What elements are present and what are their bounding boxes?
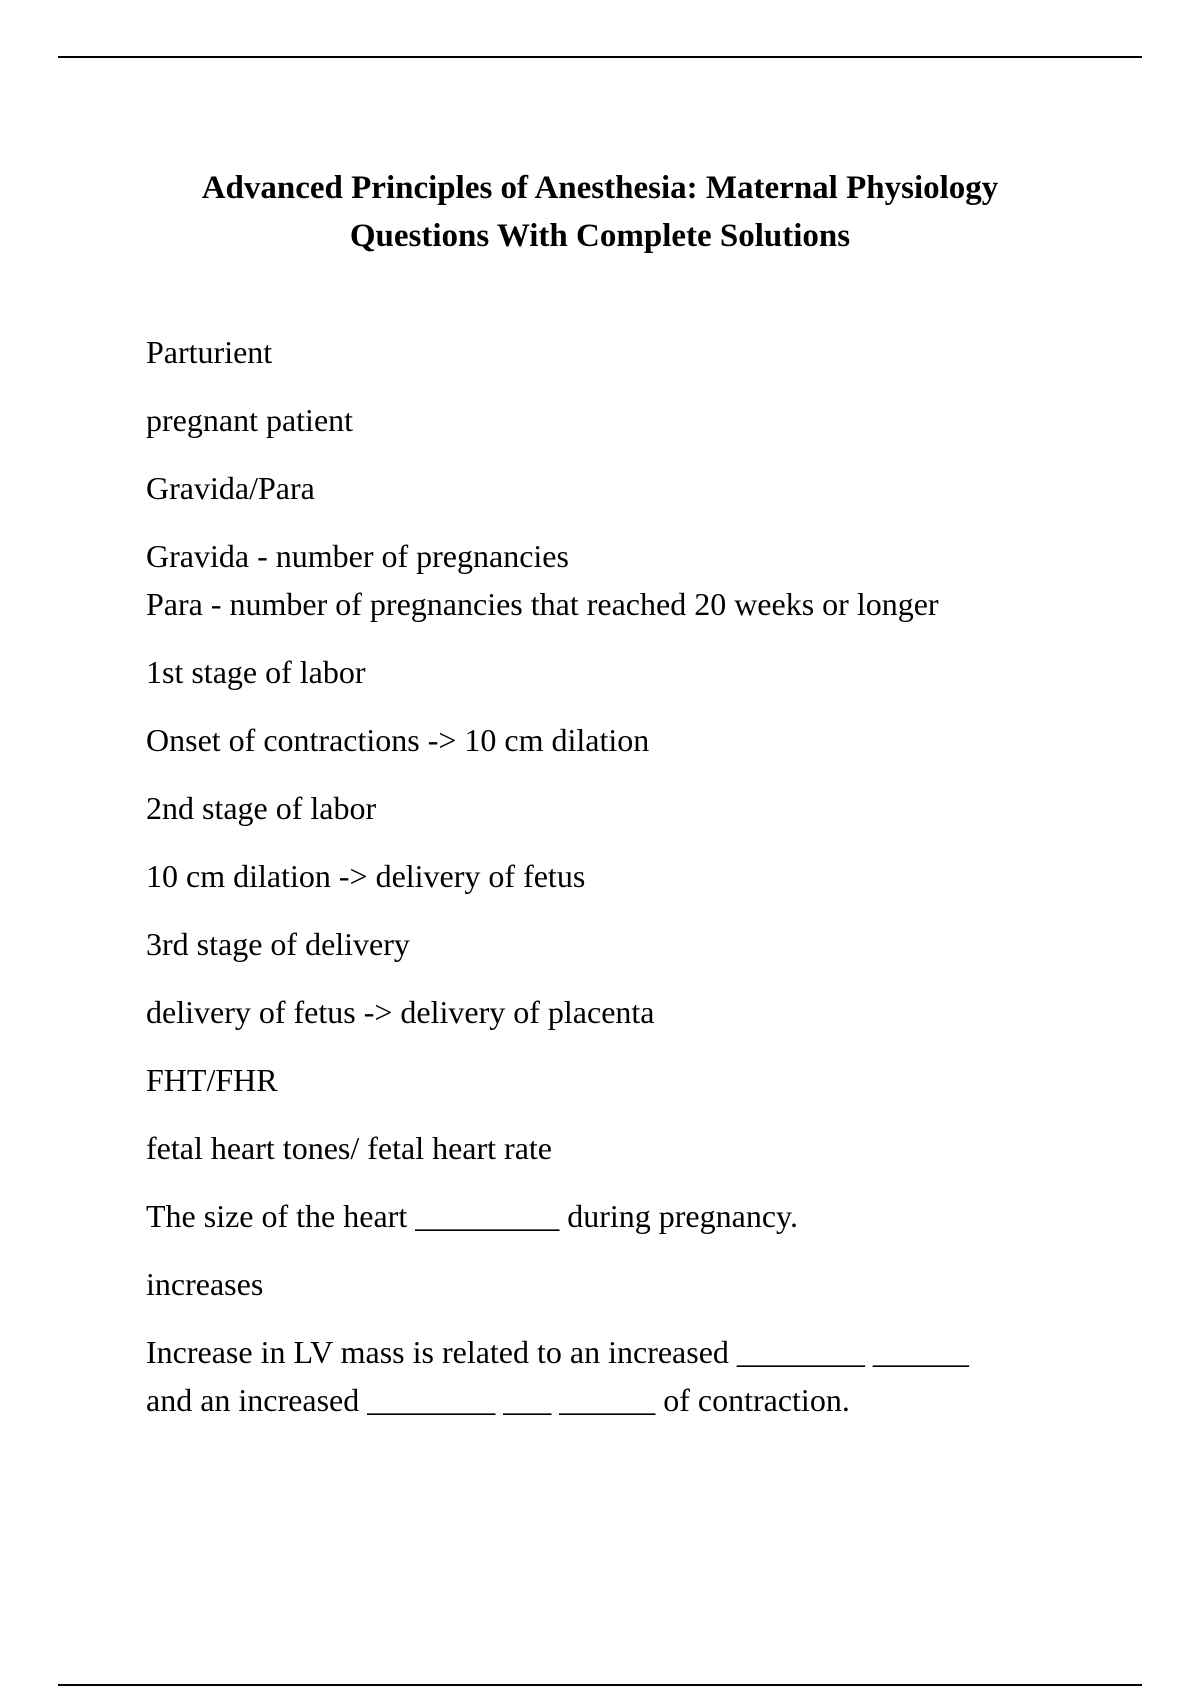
- entry-line: Gravida - number of pregnancies: [146, 538, 569, 574]
- entry-term: [146, 648, 1106, 696]
- entry-definition: [146, 1260, 1106, 1308]
- document-title: [100, 164, 1100, 260]
- entry-definition: [146, 852, 1106, 900]
- entry-line: and an increased ________ ___ ______ of contraction.: [146, 1382, 850, 1418]
- entry-line: Parturient: [146, 334, 273, 370]
- title-line-1: Advanced Principles of Anesthesia: Maternal Physiology: [201, 170, 999, 207]
- entry-line: 3rd stage of delivery: [146, 926, 410, 962]
- entry-line: pregnant patient: [146, 402, 354, 438]
- entry-line: 2nd stage of labor: [146, 790, 377, 826]
- entry-term: [146, 784, 1106, 832]
- entry-term: [146, 1056, 1106, 1104]
- entry-line: delivery of fetus -> delivery of placenta: [146, 994, 655, 1030]
- bottom-rule: [58, 1684, 1142, 1686]
- entry-definition: [146, 396, 1106, 444]
- entry-line: 10 cm dilation -> delivery of fetus: [146, 858, 586, 894]
- entry-term: [146, 1328, 1106, 1424]
- entry-line: 1st stage of labor: [146, 654, 366, 690]
- entry-line: The size of the heart _________ during pregnancy.: [146, 1198, 798, 1234]
- entry-definition: [146, 716, 1106, 764]
- entry-definition: [146, 532, 1106, 628]
- entry-term: [146, 464, 1106, 512]
- entry-line: Onset of contractions -> 10 cm dilation: [146, 722, 650, 758]
- entry-line: Para - number of pregnancies that reached 20 weeks or longer: [146, 586, 939, 622]
- entry-definition: [146, 1124, 1106, 1172]
- flashcard-list: [146, 328, 1106, 1444]
- top-rule: [58, 56, 1142, 58]
- entry-line: increases: [146, 1266, 264, 1302]
- entry-line: fetal heart tones/ fetal heart rate: [146, 1130, 552, 1166]
- title-line-2: Questions With Complete Solutions: [349, 218, 851, 255]
- entry-term: [146, 1192, 1106, 1240]
- entry-line: Increase in LV mass is related to an increased ________ ______: [146, 1334, 969, 1370]
- entry-term: [146, 920, 1106, 968]
- entry-line: FHT/FHR: [146, 1062, 278, 1098]
- entry-definition: [146, 988, 1106, 1036]
- entry-line: Gravida/Para: [146, 470, 315, 506]
- entry-term: [146, 328, 1106, 376]
